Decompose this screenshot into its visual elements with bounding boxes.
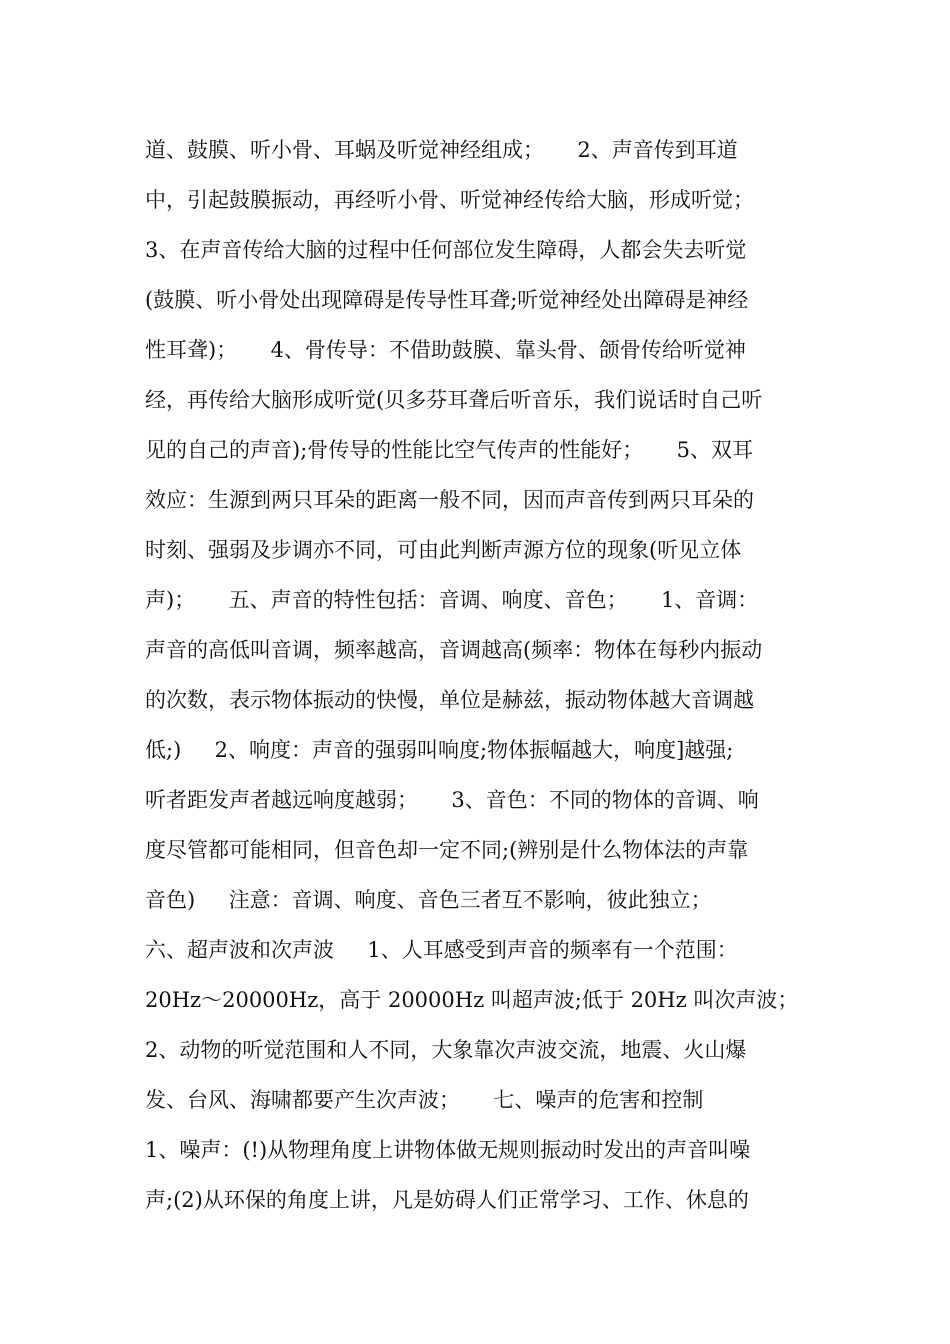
text-line: 时刻、强弱及步调亦不同，可由此判断声源方位的现象(听见立体 [145,538,742,562]
text-line: 声音的高低叫音调，频率越高，音调越高(频率：物体在每秒内振动 [145,638,763,662]
text-line: 20Hz～20000Hz，高于 20000Hz 叫超声波;低于 20Hz 叫次声波； [145,988,799,1012]
text-line: 性耳聋)； 4、骨传导：不借助鼓膜、靠头骨、颌骨传给听觉神 [145,338,746,362]
text-line: 效应：生源到两只耳朵的距离一般不同，因而声音传到两只耳朵的 [145,488,754,512]
text-line: 经，再传给大脑形成听觉(贝多芬耳聋后听音乐，我们说话时自己听 [145,388,763,412]
text-line: 的次数，表示物体振动的快慢，单位是赫兹，振动物体越大音调越 [145,688,754,712]
text-line: (鼓膜、听小骨处出现障碍是传导性耳聋;听觉神经处出障碍是神经 [145,288,749,312]
text-line: 1、噪声：(!)从物理角度上讲物体做无规则振动时发出的声音叫噪 [145,1138,751,1162]
text-line: 发、台风、海啸都要产生次声波； 七、噪声的危害和控制 [145,1088,704,1112]
text-line: 声)； 五、声音的特性包括：音调、响度、音色； 1、音调： [145,588,759,612]
text-line: 见的自己的声音);骨传导的性能比空气传声的性能好； 5、双耳 [145,438,754,462]
text-line: 中，引起鼓膜振动，再经听小骨、听觉神经传给大脑，形成听觉； [145,188,754,212]
text-line: 声;(2)从环保的角度上讲，凡是妨碍人们正常学习、工作、休息的 [145,1188,749,1212]
text-line: 2、动物的听觉范围和人不同，大象靠次声波交流，地震、火山爆 [145,1038,747,1062]
text-line: 道、鼓膜、听小骨、耳蜗及听觉神经组成； 2、声音传到耳道 [145,138,738,162]
text-line: 听者距发声者越远响度越弱； 3、音色：不同的物体的音调、响 [145,788,759,812]
text-line: 3、在声音传给大脑的过程中任何部位发生障碍，人都会失去听觉 [145,238,747,262]
text-line: 音色) 注意：音调、响度、音色三者互不影响，彼此独立； [145,888,712,912]
text-line: 六、超声波和次声波 1、人耳感受到声音的频率有一个范围： [145,938,738,962]
text-line: 低;) 2、响度：声音的强弱叫响度;物体振幅越大，响度]越强; [145,738,734,762]
text-line: 度尽管都可能相同，但音色却一定不同;(辨别是什么物体法的声靠 [145,838,749,862]
